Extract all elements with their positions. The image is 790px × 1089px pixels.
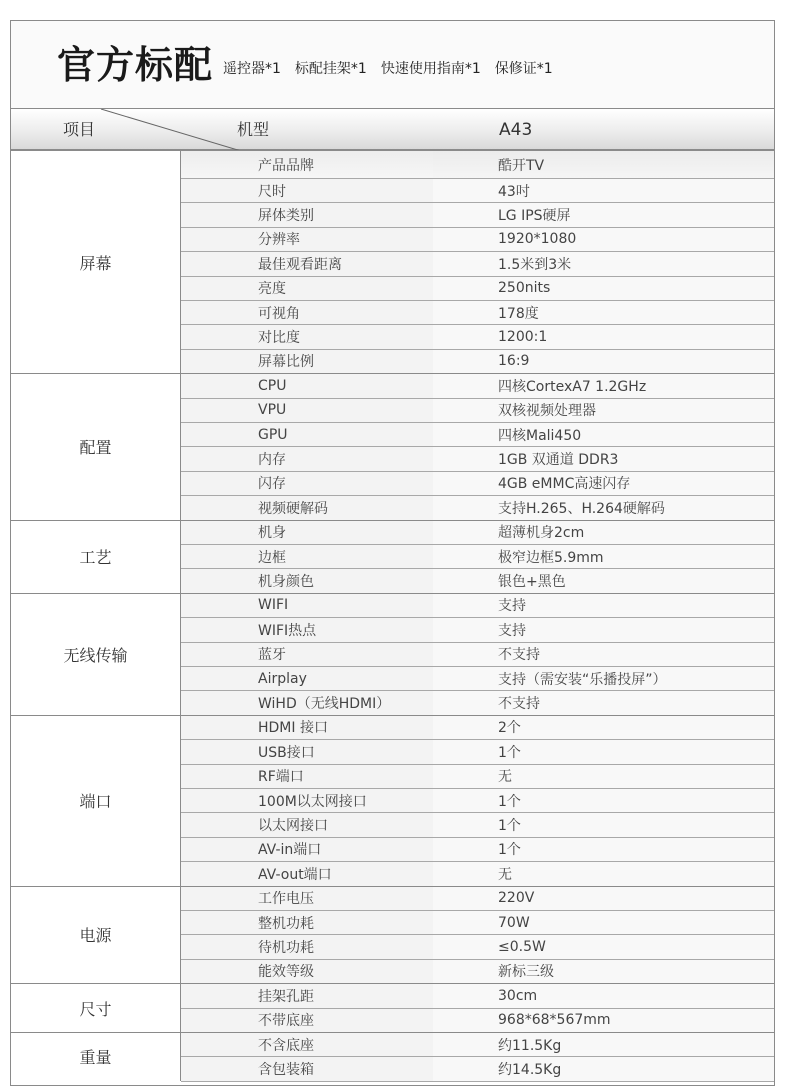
section-label: 屏幕	[11, 151, 181, 373]
spec-key: 对比度	[181, 325, 433, 348]
table-row	[181, 301, 775, 325]
spec-key: 不带底座	[181, 1009, 433, 1032]
spec-key: AV-in端口	[181, 838, 433, 861]
table-row	[181, 252, 775, 276]
spec-value: 支持（需安装“乐播投屏”）	[433, 667, 775, 690]
table-row	[181, 1009, 775, 1033]
spec-key: 挂架孔距	[181, 984, 433, 1007]
table-row	[181, 350, 775, 374]
table-row	[181, 984, 775, 1008]
table-row	[181, 1057, 775, 1081]
table-row	[181, 691, 775, 715]
table-row	[181, 228, 775, 252]
spec-value: 30cm	[433, 984, 775, 1007]
section-label: 尺寸	[11, 984, 181, 1032]
spec-value: 不支持	[433, 643, 775, 666]
spec-key: 亮度	[181, 277, 433, 300]
spec-value: 不支持	[433, 691, 775, 714]
table-row	[181, 399, 775, 423]
spec-value: 70W	[433, 911, 775, 934]
spec-key: 能效等级	[181, 960, 433, 983]
spec-section	[11, 983, 774, 1032]
spec-key: 最佳观看距离	[181, 252, 433, 275]
spec-key: 100M以太网接口	[181, 789, 433, 812]
spec-value: 4GB eMMC高速闪存	[433, 472, 775, 495]
spec-key: 尺时	[181, 179, 433, 202]
spec-value: 四核Mali450	[433, 423, 775, 446]
spec-section	[11, 150, 774, 373]
header-model-label: 机型	[237, 120, 270, 139]
page-title: 官方标配	[57, 43, 214, 87]
spec-value: 178度	[433, 301, 775, 324]
spec-value: 968*68*567mm	[433, 1009, 775, 1032]
table-row	[181, 643, 775, 667]
spec-section	[11, 1032, 774, 1081]
table-row	[181, 277, 775, 301]
header-model-value: A43	[499, 120, 533, 140]
spec-key: 以太网接口	[181, 813, 433, 836]
spec-key: RF端口	[181, 765, 433, 788]
table-row	[181, 496, 775, 520]
table-row	[181, 960, 775, 984]
spec-key: VPU	[181, 399, 433, 422]
section-label: 电源	[11, 887, 181, 984]
table-row	[181, 838, 775, 862]
table-row	[181, 179, 775, 203]
spec-key: 机身颜色	[181, 569, 433, 592]
spec-key: 视频硬解码	[181, 496, 433, 519]
spec-section	[11, 520, 774, 593]
spec-key: USB接口	[181, 740, 433, 763]
spec-value: 1个	[433, 838, 775, 861]
spec-key: AV-out端口	[181, 862, 433, 885]
table-row	[181, 789, 775, 813]
table-row	[181, 716, 775, 740]
spec-value: 支持	[433, 594, 775, 617]
spec-value: 1.5米到3米	[433, 252, 775, 275]
spec-key: 待机功耗	[181, 935, 433, 958]
table-row	[181, 765, 775, 789]
spec-key: 产品品牌	[181, 151, 433, 178]
spec-value: 220V	[433, 887, 775, 910]
spec-value: 银色+黑色	[433, 569, 775, 592]
spec-value: 支持	[433, 618, 775, 641]
spec-key: 机身	[181, 521, 433, 544]
spec-key: Airplay	[181, 667, 433, 690]
spec-key: 不含底座	[181, 1033, 433, 1056]
table-row	[181, 667, 775, 691]
spec-sheet	[10, 20, 775, 1086]
spec-value: 2个	[433, 716, 775, 739]
spec-value: 43吋	[433, 179, 775, 202]
spec-value: 250nits	[433, 277, 775, 300]
section-label: 重量	[11, 1033, 181, 1081]
spec-value: 无	[433, 765, 775, 788]
table-row	[181, 521, 775, 545]
table-row	[181, 935, 775, 959]
spec-key: CPU	[181, 374, 433, 397]
spec-key: 工作电压	[181, 887, 433, 910]
spec-key: 屏幕比例	[181, 350, 433, 373]
spec-value: 1个	[433, 740, 775, 763]
spec-value: 1GB 双通道 DDR3	[433, 447, 775, 470]
spec-value: 新标三级	[433, 960, 775, 983]
table-row	[181, 618, 775, 642]
spec-value: 16:9	[433, 350, 775, 373]
spec-section	[11, 886, 774, 984]
spec-section	[11, 593, 774, 715]
table-row	[181, 203, 775, 227]
spec-key: 内存	[181, 447, 433, 470]
spec-value: 无	[433, 862, 775, 885]
spec-key: WIFI热点	[181, 618, 433, 641]
table-row	[181, 569, 775, 593]
table-row	[181, 740, 775, 764]
diagonal-divider	[11, 109, 251, 151]
table-row	[181, 862, 775, 886]
spec-key: 闪存	[181, 472, 433, 495]
spec-key: 边框	[181, 545, 433, 568]
spec-key: 整机功耗	[181, 911, 433, 934]
spec-key: HDMI 接口	[181, 716, 433, 739]
spec-key: 屏体类别	[181, 203, 433, 226]
spec-value: 约11.5Kg	[433, 1033, 775, 1056]
table-row	[181, 545, 775, 569]
spec-value: LG IPS硬屏	[433, 203, 775, 226]
section-label: 无线传输	[11, 594, 181, 715]
spec-value: 1个	[433, 789, 775, 812]
spec-value: 约14.5Kg	[433, 1057, 775, 1080]
table-row	[181, 1033, 775, 1057]
spec-value: 四核CortexA7 1.2GHz	[433, 374, 775, 397]
accessories-list: 遥控器*1 标配挂架*1 快速使用指南*1 保修证*1	[223, 61, 553, 77]
table-row	[181, 911, 775, 935]
spec-key: 蓝牙	[181, 643, 433, 666]
section-label: 工艺	[11, 521, 181, 593]
table-row	[181, 887, 775, 911]
table-row	[181, 472, 775, 496]
spec-value: 酷开TV	[433, 151, 775, 178]
spec-value: 1920*1080	[433, 228, 775, 251]
title-area	[11, 21, 774, 108]
spec-section	[11, 373, 774, 519]
table-row	[181, 423, 775, 447]
spec-value: 超薄机身2cm	[433, 521, 775, 544]
spec-value: 1个	[433, 813, 775, 836]
section-label: 端口	[11, 716, 181, 886]
spec-value: 极窄边框5.9mm	[433, 545, 775, 568]
table-row	[181, 447, 775, 471]
section-label: 配置	[11, 374, 181, 519]
table-row	[181, 813, 775, 837]
spec-section	[11, 715, 774, 886]
spec-value: 双核视频处理器	[433, 399, 775, 422]
table-row	[181, 325, 775, 349]
spec-value: ≤0.5W	[433, 935, 775, 958]
table-row	[181, 374, 775, 398]
table-row	[181, 151, 775, 179]
spec-key: GPU	[181, 423, 433, 446]
spec-value: 支持H.265、H.264硬解码	[433, 496, 775, 519]
table-row	[181, 594, 775, 618]
header-item-label: 项目	[63, 120, 96, 139]
spec-key: WIFI	[181, 594, 433, 617]
spec-value: 1200:1	[433, 325, 775, 348]
spec-key: 含包装箱	[181, 1057, 433, 1080]
spec-key: 可视角	[181, 301, 433, 324]
spec-key: WiHD（无线HDMI）	[181, 691, 433, 714]
table-header	[11, 108, 774, 150]
spec-key: 分辨率	[181, 228, 433, 251]
